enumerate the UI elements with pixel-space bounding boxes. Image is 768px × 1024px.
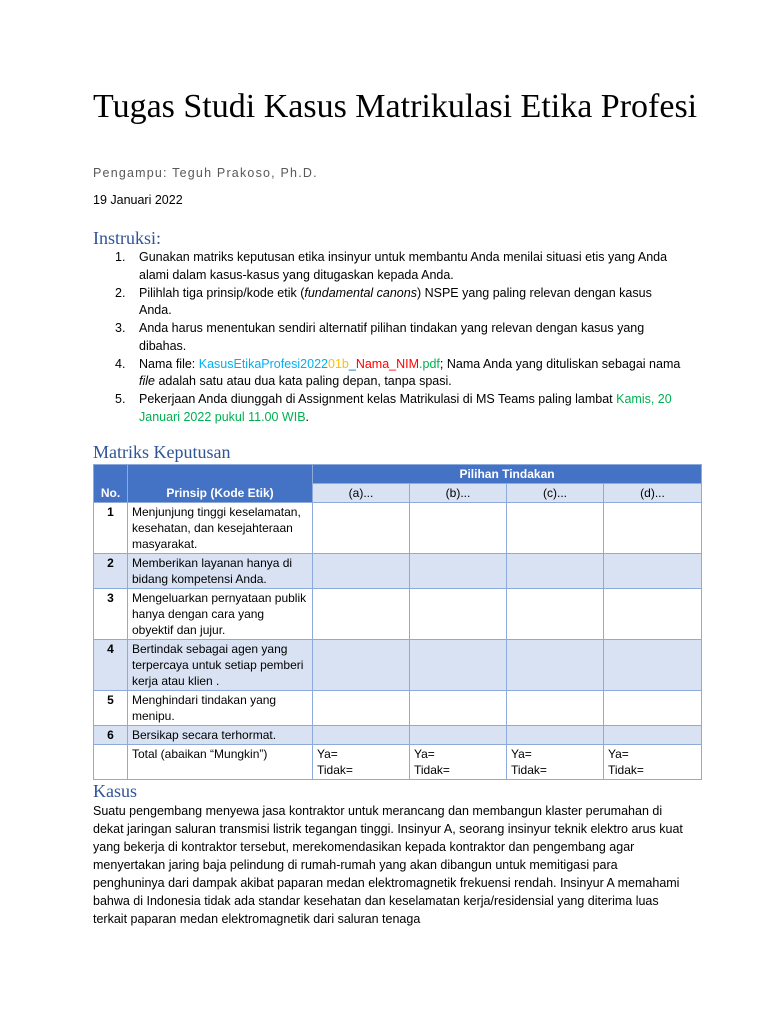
total-yes: Ya= xyxy=(511,747,532,761)
table-row xyxy=(94,503,702,554)
row-principle: Memberikan layanan hanya di bidang kompetensi Anda. xyxy=(128,554,313,589)
instruction-item-1 xyxy=(93,249,683,284)
instruction-italic: file xyxy=(139,374,155,389)
row-number: 2 xyxy=(94,554,128,589)
instruction-text: . xyxy=(305,409,310,424)
column-header-no: No. xyxy=(94,465,128,503)
table-row xyxy=(94,691,702,726)
option-cell[interactable] xyxy=(313,589,410,640)
case-heading: Kasus xyxy=(93,781,137,801)
instruction-item-4 xyxy=(93,356,683,391)
instruction-item-2 xyxy=(93,285,683,320)
instruction-item-3 xyxy=(93,320,683,355)
option-cell[interactable] xyxy=(410,589,507,640)
instruction-text: ; Nama Anda yang dituliskan sebagai nama xyxy=(439,356,681,371)
option-cell[interactable] xyxy=(313,691,410,726)
total-no: Tidak= xyxy=(608,763,644,777)
option-cell[interactable] xyxy=(604,691,702,726)
instruction-text: Nama file: xyxy=(139,356,199,371)
row-principle: Bertindak sebagai agen yang terpercaya untuk setiap pemberi kerja atau klien . xyxy=(128,640,313,691)
row-principle: Menghindari tindakan yang menipu. xyxy=(128,691,313,726)
option-cell[interactable] xyxy=(410,691,507,726)
total-no: Tidak= xyxy=(317,763,353,777)
option-cell[interactable] xyxy=(410,554,507,589)
row-number-empty xyxy=(94,745,128,780)
option-cell[interactable] xyxy=(604,726,702,745)
list-number: 1. xyxy=(115,250,126,264)
row-number: 4 xyxy=(94,640,128,691)
document-title: Tugas Studi Kasus Matrikulasi Etika Profesi xyxy=(93,88,698,125)
row-number: 6 xyxy=(94,726,128,745)
option-cell[interactable] xyxy=(507,503,604,554)
instruction-text: Pekerjaan Anda diunggah di Assignment kelas Matrikulasi di MS Teams paling lambat xyxy=(139,392,617,407)
option-cell[interactable] xyxy=(604,554,702,589)
table-row xyxy=(94,640,702,691)
total-cell-d[interactable] xyxy=(604,745,702,780)
filename-part-prefix: KasusEtikaProfesi2022 xyxy=(198,356,328,371)
deadline-highlight: Kamis, 20 Januari 2022 pukul 11.00 WIB xyxy=(139,392,672,424)
row-principle: Bersikap secara terhormat. xyxy=(128,726,313,745)
row-number: 1 xyxy=(94,503,128,554)
filename-part-separator: _ xyxy=(348,356,356,371)
option-cell[interactable] xyxy=(313,554,410,589)
option-cell[interactable] xyxy=(507,691,604,726)
row-number: 3 xyxy=(94,589,128,640)
option-cell[interactable] xyxy=(604,503,702,554)
instruction-text: Anda harus menentukan sendiri alternatif pilihan tindakan yang relevan dengan kasus yang dibahas. xyxy=(139,321,645,353)
instruction-text: ) NSPE yang paling relevan dengan kasus Anda. xyxy=(139,285,652,318)
instruction-italic: fundamental canons xyxy=(304,285,417,300)
document-subtitle: Pengampu: Teguh Prakoso, Ph.D. xyxy=(93,166,318,180)
row-principle: Mengeluarkan pernyataan publik hanya dengan cara yang obyektif dan jujur. xyxy=(128,589,313,640)
total-no: Tidak= xyxy=(414,763,450,777)
option-cell[interactable] xyxy=(604,640,702,691)
option-cell[interactable] xyxy=(507,640,604,691)
column-header-option-d: (d)... xyxy=(604,484,702,503)
case-paragraph: Suatu pengembang menyewa jasa kontraktor untuk merancang dan membangun klaster perumahan di dekat jaringan saluran transmisi listrik tegangan tinggi. Insinyur A, seorang insinyur teknik elektro arus kuat yang bekerja di kontraktor tersebut, merekomendasikan kepada kontraktor dan pengembang agar menyertakan jaring baja pelindung di rumah-rumah yang akan dibangun untuk memitigasi para penghuninya dari dampak akibat paparan medan elektromagnetik frekuensi rendah. Insinyur A memahami bahwa di Indonesia tidak ada standar kesehatan dan keselamatan kerja/residensial yang diterima luas terkait paparan medan elektromagnetik dari saluran tenaga xyxy=(93,804,683,926)
filename-part-code: 01b xyxy=(328,356,349,371)
option-cell[interactable] xyxy=(313,726,410,745)
instructions-heading: Instruksi: xyxy=(93,228,162,248)
total-cell-b[interactable] xyxy=(410,745,507,780)
total-no: Tidak= xyxy=(511,763,547,777)
matrix-heading: Matriks Keputusan xyxy=(93,442,231,462)
filename-part-ext: .pdf xyxy=(419,356,440,371)
instructions-list xyxy=(93,249,683,427)
option-cell[interactable] xyxy=(507,554,604,589)
column-header-option-b: (b)... xyxy=(410,484,507,503)
column-header-group: Pilihan Tindakan xyxy=(313,465,702,484)
instruction-text: Pilihlah tiga prinsip/kode etik ( xyxy=(139,285,305,300)
instruction-item-5 xyxy=(93,391,683,426)
table-row xyxy=(94,726,702,745)
column-header-principle: Prinsip (Kode Etik) xyxy=(128,465,313,503)
list-number: 4. xyxy=(115,356,126,371)
option-cell[interactable] xyxy=(410,640,507,691)
column-header-option-a: (a)... xyxy=(313,484,410,503)
instruction-text: Gunakan matriks keputusan etika insinyur untuk membantu Anda menilai situasi etis yang Anda alami dalam kasus-kasus yang ditugaskan kepada Anda. xyxy=(139,250,668,282)
option-cell[interactable] xyxy=(313,640,410,691)
row-number: 5 xyxy=(94,691,128,726)
option-cell[interactable] xyxy=(507,589,604,640)
total-cell-a[interactable] xyxy=(313,745,410,780)
total-label: Total (abaikan “Mungkin”) xyxy=(128,745,313,780)
option-cell[interactable] xyxy=(313,503,410,554)
column-header-option-c: (c)... xyxy=(507,484,604,503)
filename-part-name: Nama_NIM xyxy=(355,356,420,371)
list-number: 3. xyxy=(115,321,126,336)
document-date: 19 Januari 2022 xyxy=(93,193,183,207)
option-cell[interactable] xyxy=(410,503,507,554)
total-row xyxy=(94,745,702,780)
option-cell[interactable] xyxy=(604,589,702,640)
row-principle: Menjunjung tinggi keselamatan, kesehatan, dan kesejahteraan masyarakat. xyxy=(128,503,313,554)
table-row xyxy=(94,589,702,640)
option-cell[interactable] xyxy=(507,726,604,745)
table-row xyxy=(94,554,702,589)
option-cell[interactable] xyxy=(410,726,507,745)
total-cell-c[interactable] xyxy=(507,745,604,780)
total-yes: Ya= xyxy=(317,747,338,761)
list-number: 5. xyxy=(115,392,126,407)
instruction-text: adalah satu atau dua kata paling depan, tanpa spasi. xyxy=(154,374,452,389)
decision-matrix-table xyxy=(93,464,702,780)
total-yes: Ya= xyxy=(608,747,629,761)
list-number: 2. xyxy=(115,285,126,300)
total-yes: Ya= xyxy=(414,747,435,761)
